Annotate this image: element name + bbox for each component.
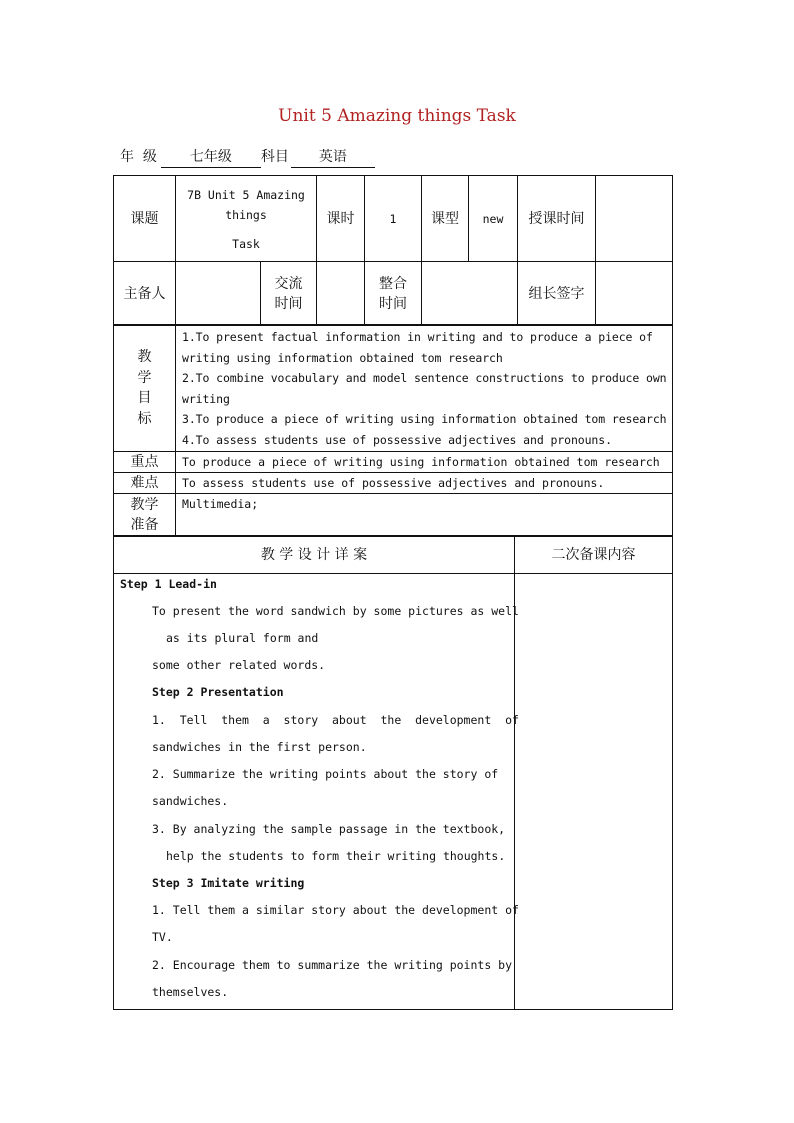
step-line: help the students to form their writing thoughts. <box>166 849 506 863</box>
lesson-info-table <box>113 175 673 262</box>
step-line: 3. By analyzing the sample passage in the textbook, <box>152 822 506 836</box>
objective-line: 3.To produce a piece of writing using information obtained tom research <box>182 412 667 427</box>
integrate-label-line-1: 整合 <box>379 275 407 292</box>
topic-line-1: 7B Unit 5 Amazing <box>187 188 305 202</box>
key-point-label: 重点 <box>114 452 176 473</box>
exchange-label-line-2: 时间 <box>274 295 303 312</box>
grade-value: 七年级 <box>161 146 261 168</box>
objective-line: writing using information obtained tom research <box>182 350 503 365</box>
leader-sign-value <box>596 262 673 326</box>
step-line: sandwiches in the first person. <box>152 740 367 754</box>
integrate-label-line-2: 时间 <box>379 295 407 312</box>
objectives-label <box>114 325 176 452</box>
objective-line: 1.To present factual information in writing and to produce a piece of <box>182 330 653 344</box>
objectives-table <box>113 324 673 537</box>
objective-line: 2.To combine vocabulary and model sentence constructions to produce own <box>182 371 667 386</box>
preparation-text: Multimedia; <box>176 494 673 537</box>
objective-line: writing <box>182 391 230 406</box>
step-heading: Step 3 Imitate writing <box>152 876 305 890</box>
preparation-label <box>114 494 176 537</box>
objective-line: 4.To assess students use of possessive adjectives and pronouns. <box>182 432 612 447</box>
lead-preparer-label: 主备人 <box>114 262 176 326</box>
topic-line-3: Task <box>232 237 260 251</box>
step-line: To present the word sandwich by some pictures as well <box>152 604 519 618</box>
preparation-info-table <box>113 261 673 326</box>
preparation-label-line-2: 准备 <box>130 517 159 533</box>
grade-subject-line <box>120 146 375 168</box>
integrate-time-value <box>422 262 518 326</box>
topic-line-2: things <box>225 208 267 222</box>
objectives-label-char-3: 目 <box>137 390 152 406</box>
type-label: 课型 <box>422 176 469 262</box>
leader-sign-label: 组长签字 <box>518 262 596 326</box>
design-table <box>113 535 673 1010</box>
subject-value: 英语 <box>291 146 375 168</box>
topic-value <box>176 176 317 262</box>
type-value: new <box>469 176 518 262</box>
key-point-text: To produce a piece of writing using information obtained tom research <box>176 452 673 473</box>
subject-label: 科目 <box>260 149 289 165</box>
difficult-point-label: 难点 <box>114 473 176 494</box>
difficult-point-text: To assess students use of possessive adjectives and pronouns. <box>176 473 673 494</box>
time-label: 授课时间 <box>518 176 596 262</box>
step-line: as its plural form and <box>166 631 319 645</box>
step-line: themselves. <box>152 985 229 999</box>
step-line: some other related words. <box>152 658 326 672</box>
step-line: sandwiches. <box>152 794 229 808</box>
design-header-left: 教 学 设 计 详 案 <box>114 536 515 574</box>
step-line: 1. Tell them a story about the development of <box>152 713 519 727</box>
topic-label: 课题 <box>114 176 176 262</box>
secondary-notes-cell <box>515 574 673 1010</box>
step-line: 2. Summarize the writing points about the story of <box>152 767 499 781</box>
objectives-label-char-4: 标 <box>137 410 152 427</box>
integrate-time-label <box>365 262 422 326</box>
step-heading: Step 2 Presentation <box>152 685 284 699</box>
preparation-label-line-1: 教学 <box>130 497 159 513</box>
exchange-label-line-1: 交流 <box>274 275 303 292</box>
exchange-time-label <box>261 262 317 326</box>
step-line: 2. Encourage them to summarize the writing points by <box>152 958 513 972</box>
time-value <box>596 176 673 262</box>
exchange-time-value <box>317 262 365 326</box>
document-title: Unit 5 Amazing things Task <box>278 106 516 126</box>
design-header-right: 二次备课内容 <box>515 536 673 574</box>
lead-preparer-value <box>176 262 261 326</box>
step-line: 1. Tell them a similar story about the development of <box>152 903 519 917</box>
grade-label: 年 级 <box>120 149 157 165</box>
step-heading: Step 1 Lead-in <box>120 577 217 591</box>
step-line: TV. <box>152 930 173 944</box>
period-label: 课时 <box>317 176 365 262</box>
design-steps <box>114 574 519 1007</box>
objectives-label-char-1: 教 <box>137 349 152 365</box>
objectives-text <box>176 325 673 452</box>
objectives-label-char-2: 学 <box>137 369 152 386</box>
design-steps-cell <box>114 574 519 1010</box>
period-value: 1 <box>365 176 422 262</box>
